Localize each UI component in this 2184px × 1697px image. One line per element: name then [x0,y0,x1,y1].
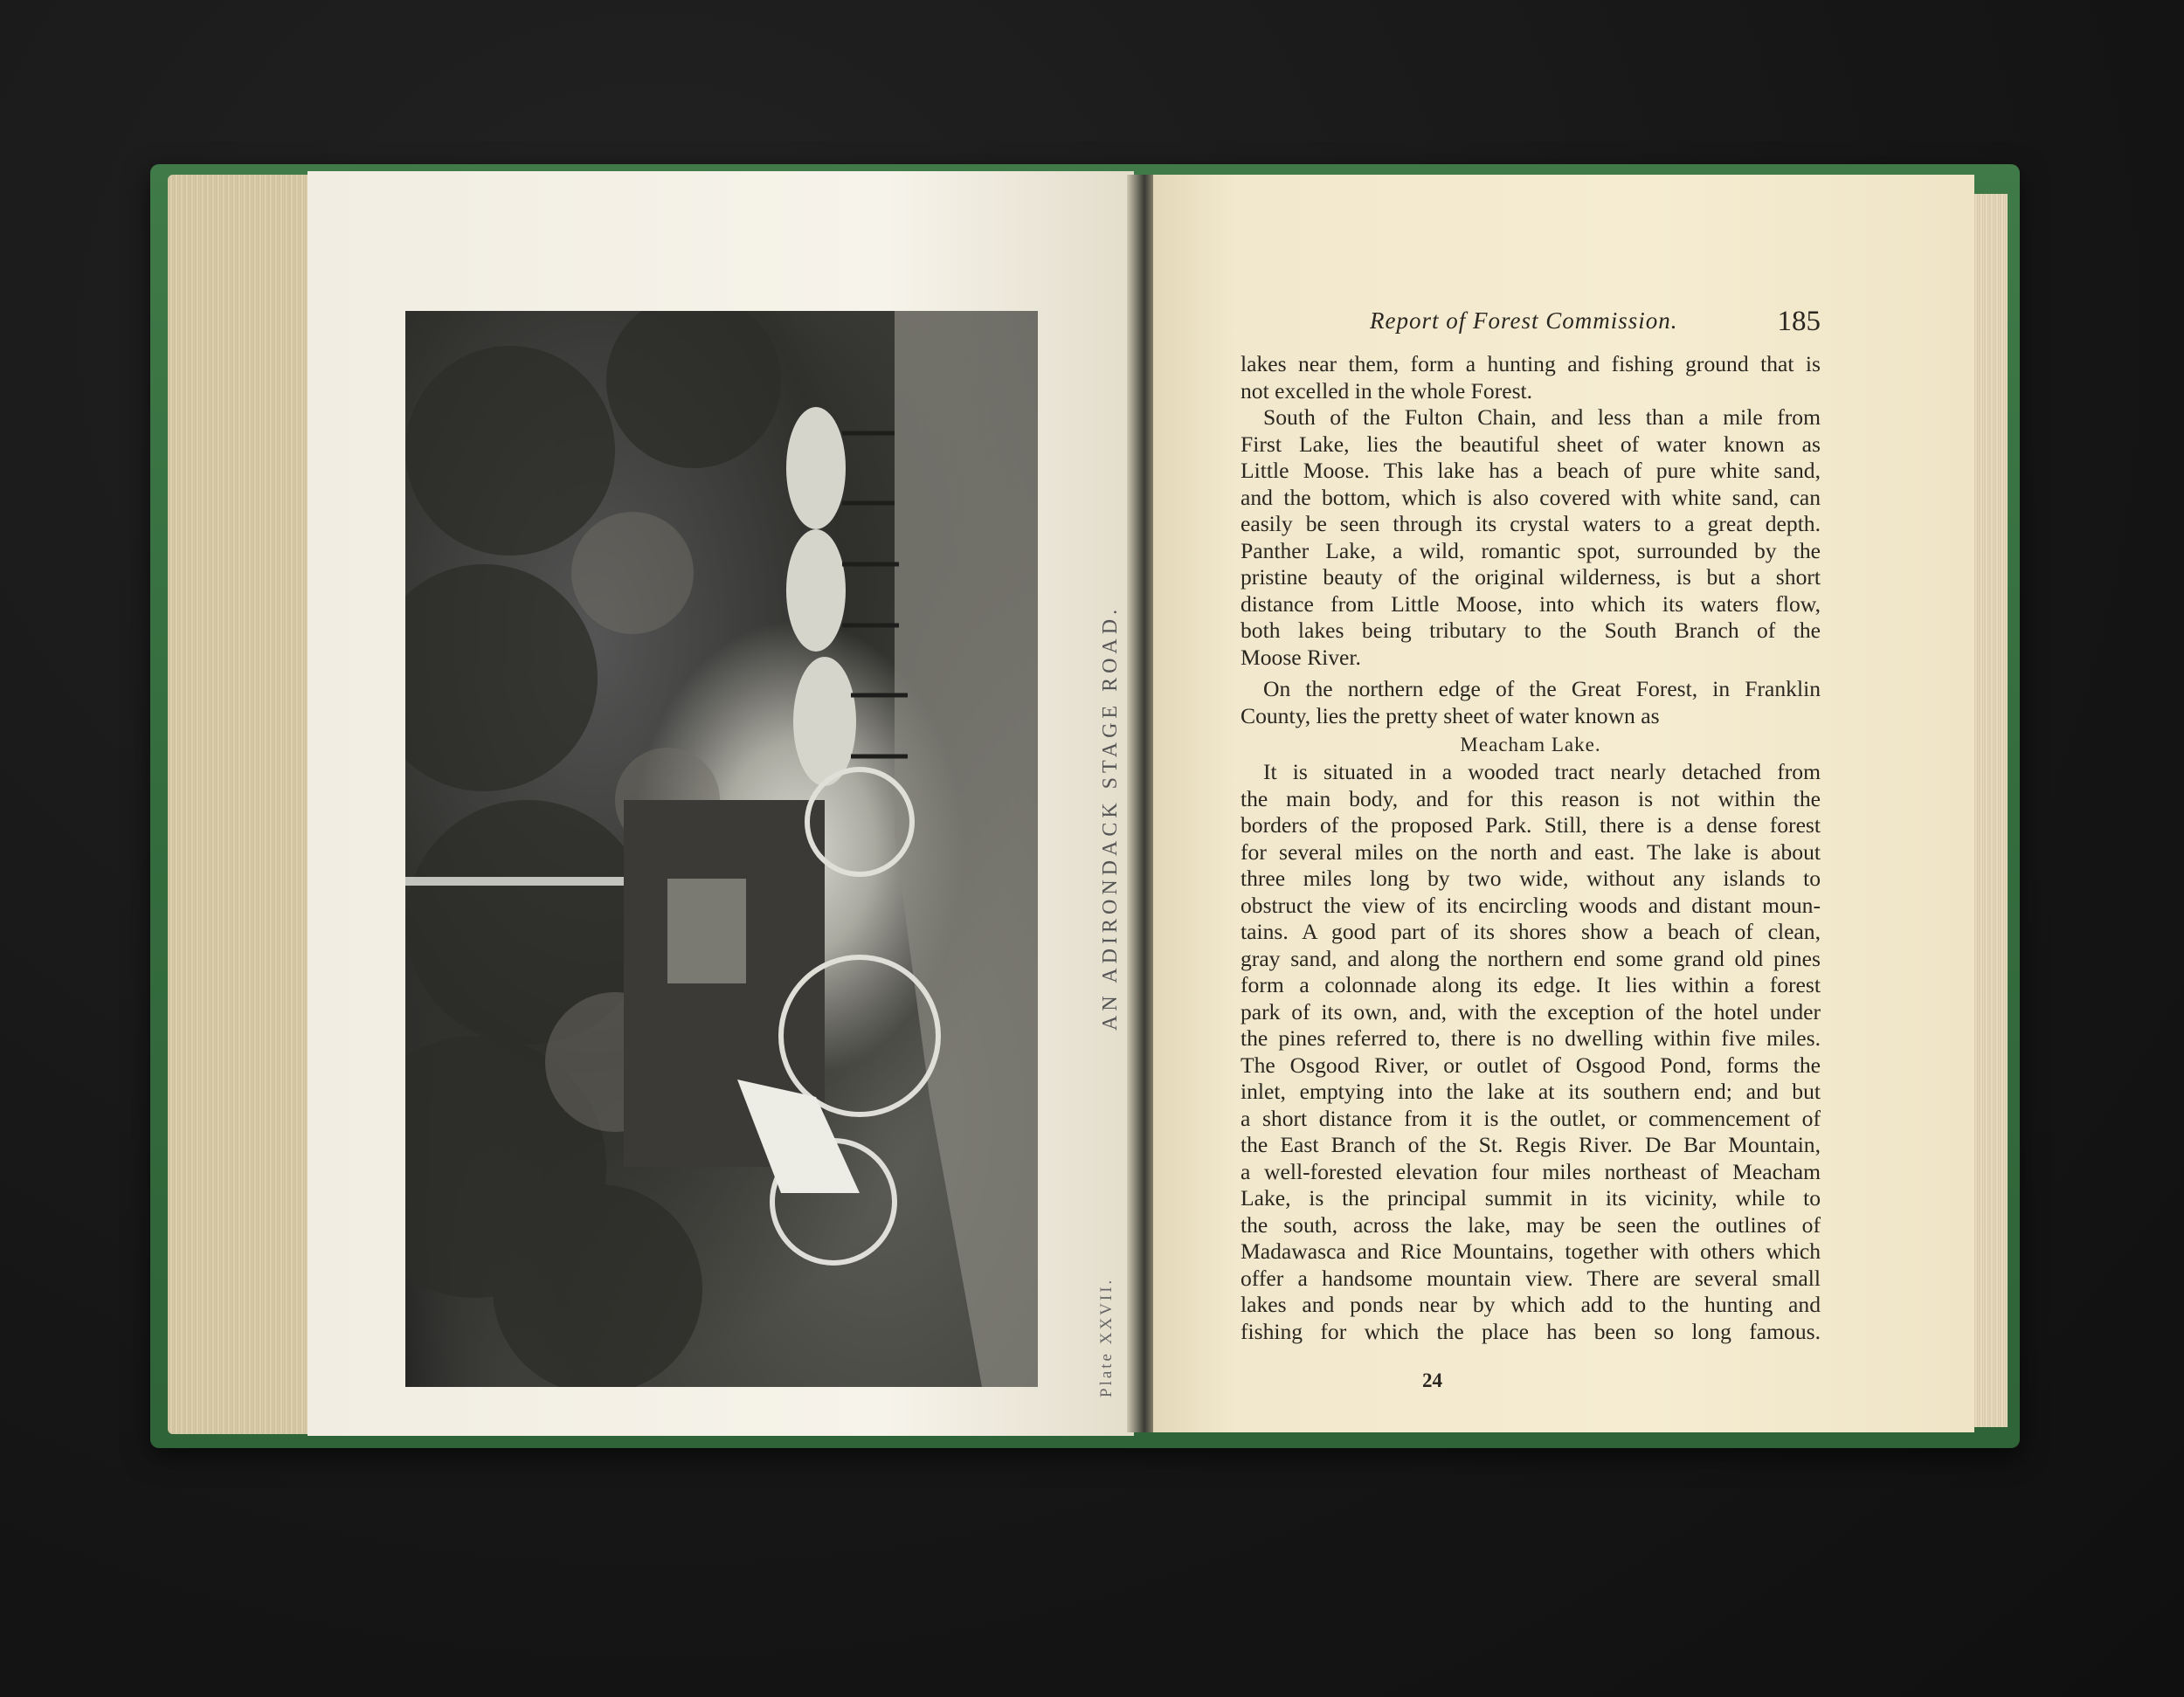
text-line: borders of the proposed Park. Still, there is a dense forest [1241,812,1821,838]
paragraph-3 [1241,676,1821,729]
text-line: three miles long by two wide, without any islands to [1241,866,1821,891]
signature-mark: 24 [1422,1369,1442,1391]
text-line: On the northern edge of the Great Forest, in Franklin [1263,676,1821,701]
text-line: the main body, and for this reason is not within the [1241,785,1821,811]
text-line: the East Branch of the St. Regis River. De Bar Mountain, [1241,1132,1821,1157]
page-body-text [1241,351,1821,1345]
plate-number: Plate XXVII. [1097,1277,1116,1397]
text-line: inlet, emptying into the lake at its southern end; and but [1241,1079,1821,1104]
running-header: Report of Forest Commission. [1370,307,1678,334]
text-line: Lake, is the principal summit in its vicinity, while to [1241,1185,1821,1211]
section-heading: Meacham Lake. [1460,734,1601,755]
stagecoach-photograph [405,311,1038,1387]
text-line: for several miles on the north and east. The lake is about [1241,838,1821,865]
text-line: the pines referred to, there is no dwelling within five miles. [1241,1025,1821,1051]
text-line: tains. A good part of its shores show a beach of clean, [1241,919,1821,944]
text-line: Little Moose. This lake has a beach of pure white sand, [1241,458,1821,483]
text-line: form a colonnade along its edge. It lies within a forest [1241,972,1821,997]
text-line: a well-forested elevation four miles northeast of Meacham [1241,1158,1821,1184]
paragraph-4 [1241,759,1821,1345]
text-line: both lakes being tributary to the South Branch of the [1241,617,1821,643]
text-line: easily be seen through its crystal waters to a great depth. [1241,511,1821,536]
text-line: South of the Fulton Chain, and less than a mile from [1263,404,1821,430]
text-line: fishing for which the place has been so long famous. [1241,1318,1821,1344]
text-line: Moose River. [1241,644,1361,670]
text-line: park of its own, and, with the exception of the hotel under [1241,998,1821,1024]
text-line: obstruct the view of its encircling woods and distant moun- [1241,892,1821,918]
text-line: and the bottom, which is also covered with white sand, can [1241,484,1821,510]
text-line: pristine beauty of the original wilderness, is but a short [1241,564,1821,590]
text-line: lakes near them, form a hunting and fishing ground that is [1241,351,1821,376]
text-line: First Lake, lies the beautiful sheet of water known as [1241,431,1821,457]
text-line: offer a handsome mountain view. There are several small [1241,1265,1821,1291]
text-line: Madawasca and Rice Mountains, together with others which [1241,1238,1821,1264]
text-line: It is situated in a wooded tract nearly detached from [1263,759,1821,784]
text-line: the south, across the lake, may be seen the outlines of [1241,1211,1821,1238]
text-line: lakes and ponds near by which add to the hunting and [1241,1292,1821,1317]
text-line: Panther Lake, a wild, romantic spot, surrounded by the [1241,537,1821,563]
text-line: a short distance from it is the outlet, or commencement of [1241,1105,1821,1131]
text-line: distance from Little Moose, into which its waters flow, [1241,590,1821,617]
text-line: County, lies the pretty sheet of water known as [1241,702,1660,728]
paragraph-1 [1241,351,1821,404]
paragraph-2 [1241,404,1821,671]
plate-caption: AN ADIRONDACK STAGE ROAD. [1099,604,1122,1031]
text-line: not excelled in the whole Forest. [1241,377,1533,404]
page-number: 185 [1777,306,1821,337]
text-line: gray sand, and along the northern end some grand old pines [1241,945,1821,971]
text-line: The Osgood River, or outlet of Osgood Pond, forms the [1241,1052,1821,1078]
